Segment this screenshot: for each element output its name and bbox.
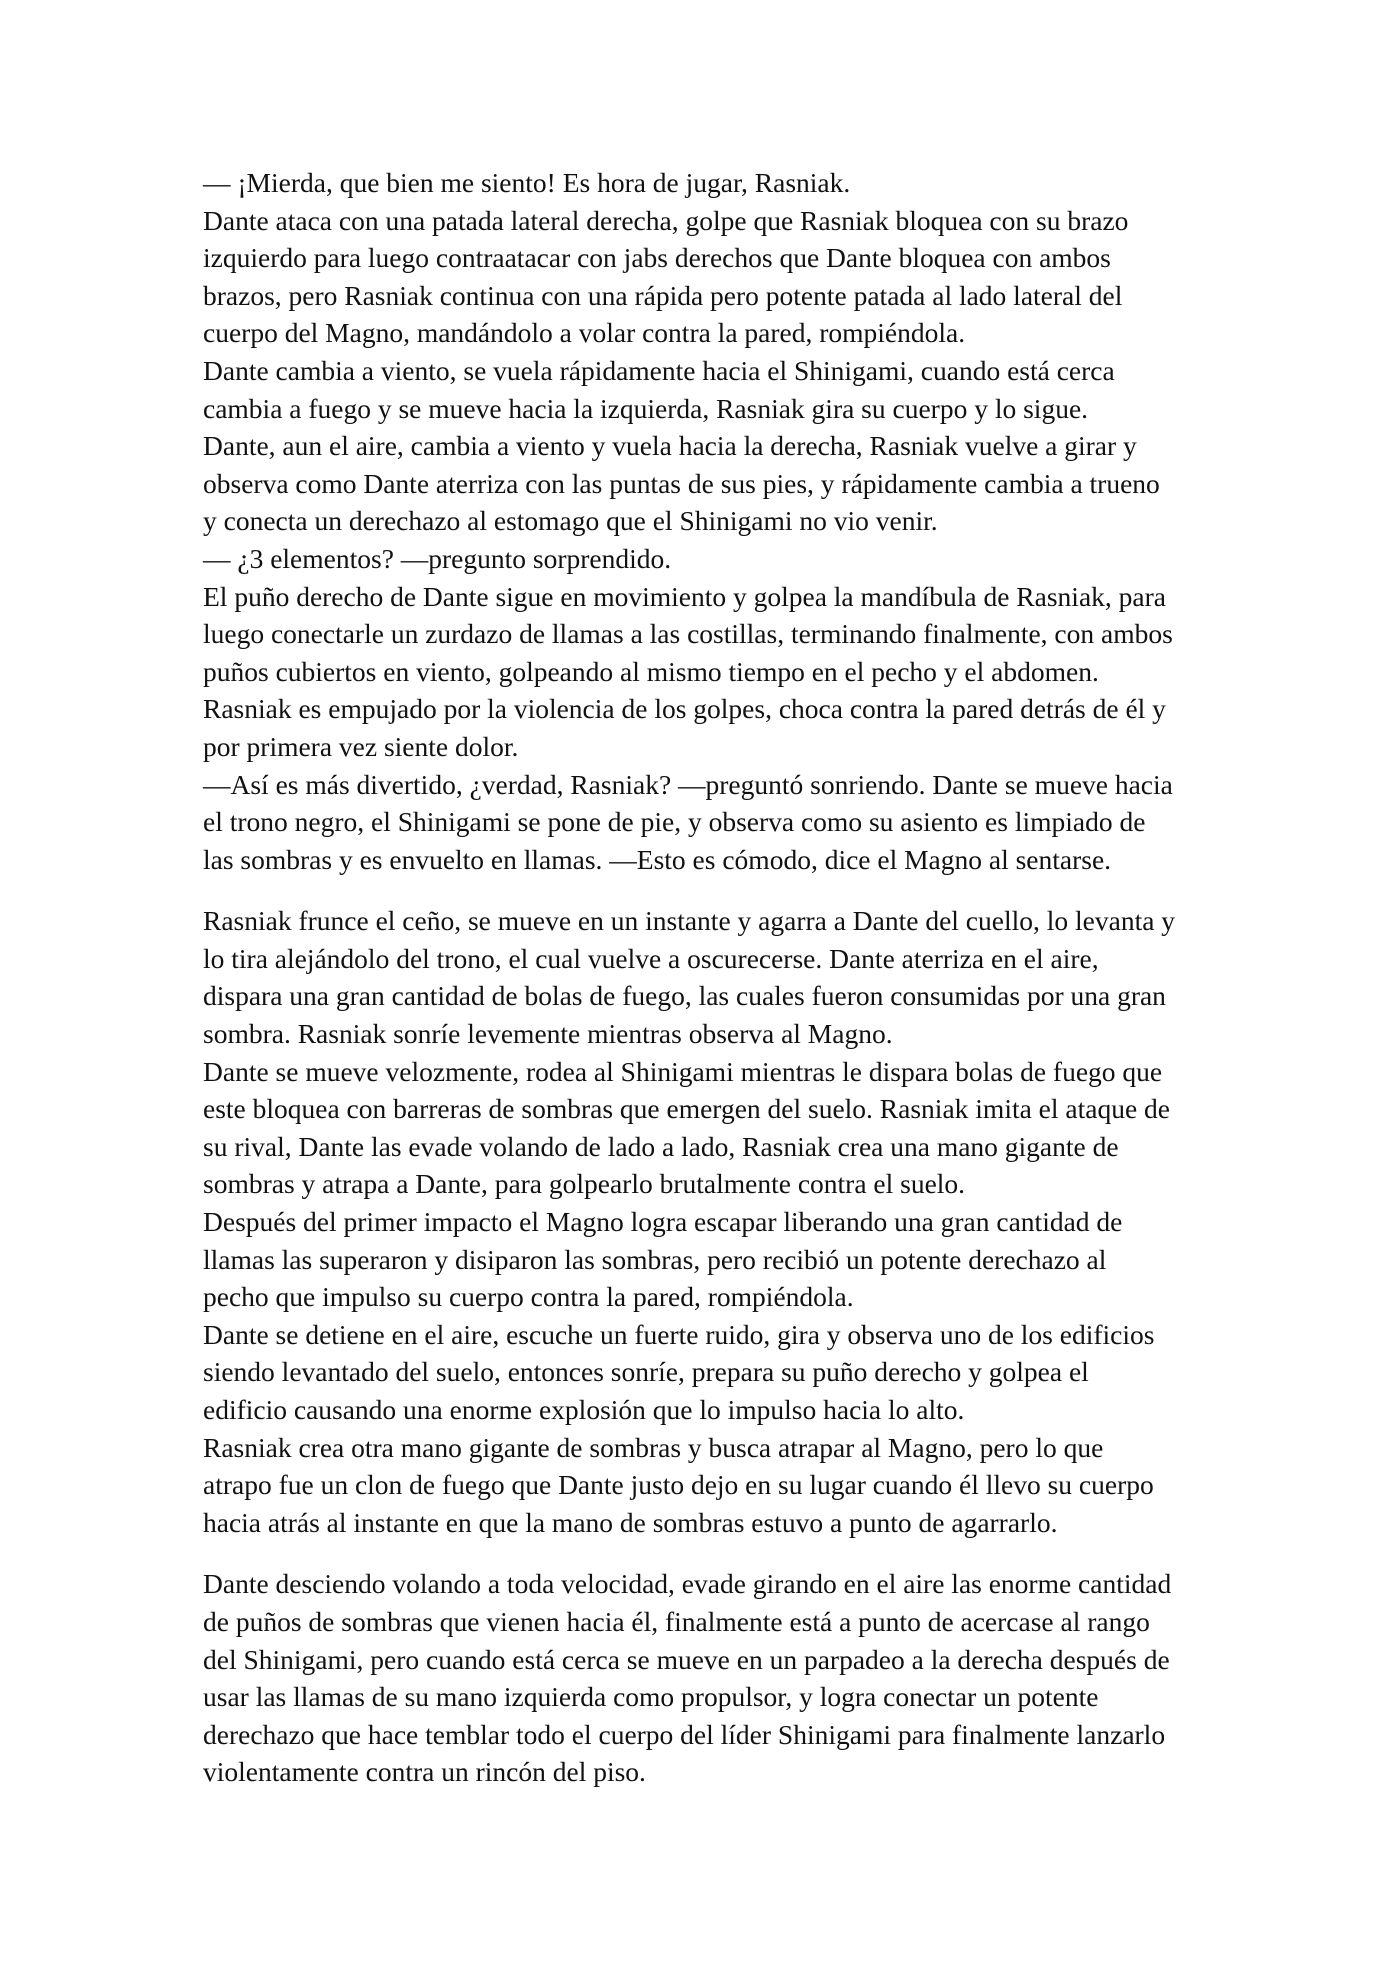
- text-line: Dante, aun el aire, cambia a viento y vuela hacia la derecha, Rasniak vuelve a girar y: [203, 430, 1137, 462]
- text-line: Dante desciendo volando a toda velocidad, evade girando en el aire las enorme cantidad: [203, 1568, 1172, 1600]
- text-line: dispara una gran cantidad de bolas de fuego, las cuales fueron consumidas por una gran: [203, 980, 1166, 1012]
- text-line: —Así es más divertido, ¿verdad, Rasniak? —preguntó sonriendo. Dante se mueve hacia: [203, 768, 1173, 800]
- text-line: cuerpo del Magno, mandándolo a volar contra la pared, rompiéndola.: [203, 317, 966, 349]
- text-line: Rasniak es empujado por la violencia de los golpes, choca contra la pared detrás de él y: [203, 693, 1166, 725]
- text-line: de puños de sombras que vienen hacia él, finalmente está a punto de acercase al rango: [203, 1605, 1150, 1637]
- text-line: y conecta un derechazo al estomago que el Shinigami no vio venir.: [203, 505, 938, 537]
- text-section: [203, 1565, 1213, 1791]
- text-line: brazos, pero Rasniak continua con una rápida pero potente patada al lado lateral del: [203, 279, 1123, 311]
- text-line: llamas las superaron y disiparon las sombras, pero recibió un potente derechazo al: [203, 1243, 1107, 1275]
- text-line: del Shinigami, pero cuando está cerca se mueve en un parpadeo a la derecha después de: [203, 1643, 1170, 1675]
- text-line: izquierdo para luego contraatacar con jabs derechos que Dante bloquea con ambos: [203, 242, 1111, 274]
- text-line: usar las llamas de su mano izquierda como propulsor, y logra conectar un potente: [203, 1681, 1099, 1713]
- paragraph-gap: [203, 878, 1213, 902]
- text-line: atrapo fue un clon de fuego que Dante justo dejo en su lugar cuando él llevo su cuerpo: [203, 1469, 1154, 1501]
- text-line: edificio causando una enorme explosión que lo impulso hacia lo alto.: [203, 1394, 965, 1425]
- text-line: Dante se detiene en el aire, escuche un fuerte ruido, gira y observa uno de los edificios: [203, 1318, 1155, 1350]
- text-line: el trono negro, el Shinigami se pone de pie, y observa como su asiento es limpiado de: [203, 806, 1146, 838]
- paragraph-gap: [203, 1541, 1213, 1565]
- text-line: Rasniak crea otra mano gigante de sombras y busca atrapar al Magno, pero lo que: [203, 1431, 1104, 1463]
- text-line: Dante cambia a viento, se vuela rápidamente hacia el Shinigami, cuando está cerca: [203, 354, 1115, 386]
- text-line: pecho que impulso su cuerpo contra la pared, rompiéndola.: [203, 1281, 854, 1313]
- text-line: luego conectarle un zurdazo de llamas a las costillas, terminando finalmente, con ambos: [203, 618, 1173, 650]
- text-line: violentamente contra un rincón del piso.: [203, 1756, 646, 1788]
- text-line: siendo levantado del suelo, entonces sonríe, prepara su puño derecho y golpea el: [203, 1356, 1089, 1388]
- text-section: [203, 164, 1213, 878]
- text-line: — ¿3 elementos? —pregunto sorprendido.: [203, 542, 672, 574]
- text-line: Después del primer impacto el Magno logra escapar liberando una gran cantidad de: [203, 1206, 1123, 1238]
- text-line: por primera vez siente dolor.: [203, 730, 519, 762]
- text-line: — ¡Mierda, que bien me siento! Es hora de jugar, Rasniak.: [203, 167, 851, 198]
- text-line: Dante ataca con una patada lateral derecha, golpe que Rasniak bloquea con su brazo: [203, 204, 1129, 236]
- text-line: lo tira alejándolo del trono, el cual vuelve a oscurecerse. Dante aterriza en el aire,: [203, 942, 1099, 974]
- text-line: este bloquea con barreras de sombras que emergen del suelo. Rasniak imita el ataque de: [203, 1093, 1170, 1125]
- text-line: las sombras y es envuelto en llamas. —Esto es cómodo, dice el Magno al sentarse.: [203, 843, 1112, 875]
- text-line: cambia a fuego y se mueve hacia la izquierda, Rasniak gira su cuerpo y lo sigue.: [203, 392, 1089, 424]
- text-line: Rasniak frunce el ceño, se mueve en un instante y agarra a Dante del cuello, lo levanta y: [203, 905, 1176, 937]
- text-line: El puño derecho de Dante sigue en movimiento y golpea la mandíbula de Rasniak, para: [203, 580, 1166, 612]
- text-line: puños cubiertos en viento, golpeando al mismo tiempo en el pecho y el abdomen.: [203, 655, 1099, 687]
- text-line: derechazo que hace temblar todo el cuerpo del líder Shinigami para finalmente lanzarlo: [203, 1718, 1166, 1750]
- document-body: [203, 164, 1213, 1791]
- text-line: sombras y atrapa a Dante, para golpearlo brutalmente contra el suelo.: [203, 1168, 966, 1200]
- text-section: [203, 902, 1213, 1541]
- text-line: observa como Dante aterriza con las puntas de sus pies, y rápidamente cambia a trueno: [203, 467, 1160, 499]
- text-line: Dante se mueve velozmente, rodea al Shinigami mientras le dispara bolas de fuego que: [203, 1055, 1163, 1087]
- text-line: sombra. Rasniak sonríe levemente mientras observa al Magno.: [203, 1018, 893, 1050]
- text-line: hacia atrás al instante en que la mano de sombras estuvo a punto de agarrarlo.: [203, 1506, 1058, 1538]
- text-line: su rival, Dante las evade volando de lado a lado, Rasniak crea una mano gigante de: [203, 1130, 1119, 1162]
